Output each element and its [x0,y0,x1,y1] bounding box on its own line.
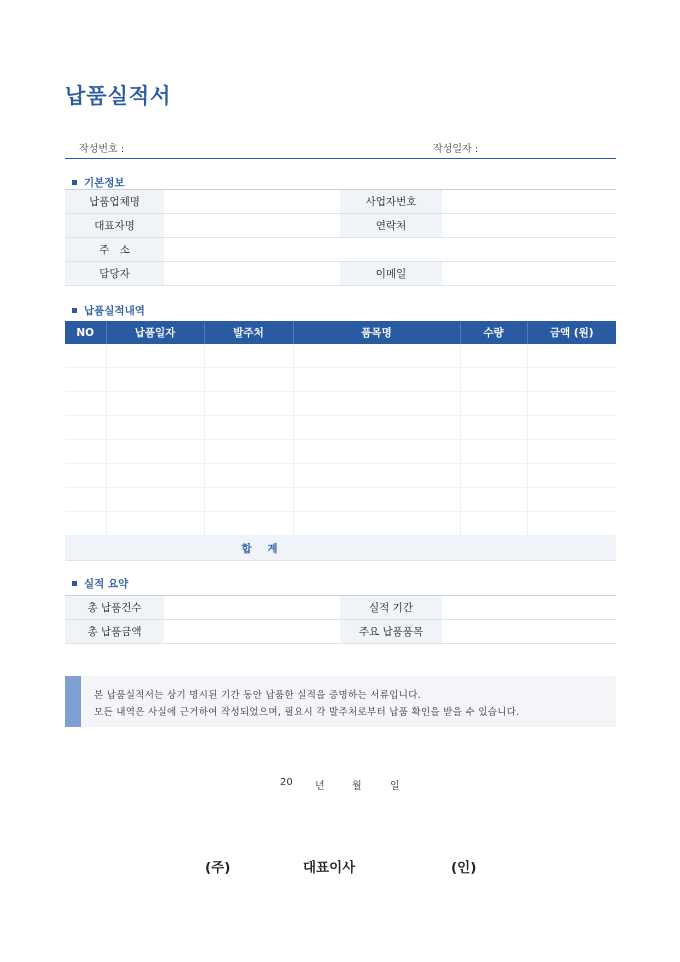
column-header-quantity: 수량 [460,321,527,344]
table-cell[interactable] [460,368,527,392]
notice-line-1: 본 납품실적서는 상기 명시된 기간 동안 납품한 실적을 증명하는 서류입니다. [94,690,421,701]
email-field[interactable] [442,262,616,286]
table-cell[interactable] [204,512,293,536]
table-row [65,512,616,536]
table-cell[interactable] [527,416,616,440]
address-label: 주 소 [65,238,164,262]
column-header-no: NO [65,321,106,344]
table-cell[interactable] [460,464,527,488]
table-cell[interactable] [527,488,616,512]
main-items-label: 주요 납품품목 [340,620,442,644]
notice-line-2: 모든 내역은 사실에 근거하여 작성되었으며, 필요시 각 발주처로부터 납품 확인을 받을 수 있습니다. [94,707,520,718]
table-row [65,620,616,644]
date-day-unit: 일 [390,781,400,792]
table-cell[interactable] [204,368,293,392]
square-bullet-icon [72,180,77,185]
table-cell[interactable] [293,392,460,416]
seal-mark: (인) [451,860,477,876]
table-cell[interactable] [527,512,616,536]
ceo-name-label: 대표자명 [65,214,164,238]
table-cell[interactable] [65,416,106,440]
column-header-client: 발주처 [204,321,293,344]
contact-field[interactable] [442,214,616,238]
company-type: (주) [205,860,231,876]
table-cell[interactable] [527,440,616,464]
section-heading-label: 납품실적내역 [84,305,145,317]
table-cell[interactable] [204,464,293,488]
page-title: 납품실적서 [65,84,172,108]
square-bullet-icon [72,581,77,586]
section-heading-performance [72,303,145,318]
column-header-item: 품목명 [293,321,460,344]
total-row [65,536,616,561]
ceo-title: 대표이사 [303,860,356,876]
manager-field[interactable] [164,262,340,286]
date-year: 20 [280,777,293,788]
column-header-amount: 금액 (원) [527,321,616,344]
table-cell[interactable] [65,488,106,512]
total-amount-label: 총 납품금액 [65,620,164,644]
table-cell[interactable] [65,440,106,464]
total-amount-field[interactable] [164,620,340,644]
table-cell[interactable] [527,368,616,392]
table-cell[interactable] [204,344,293,368]
table-cell[interactable] [106,368,204,392]
table-cell[interactable] [204,440,293,464]
table-cell[interactable] [106,392,204,416]
section-heading-label: 기본정보 [84,177,125,189]
manager-label: 담당자 [65,262,164,286]
section-heading-label: 실적 요약 [84,578,129,590]
table-header-row [65,321,616,344]
table-cell[interactable] [527,392,616,416]
table-cell[interactable] [65,464,106,488]
table-row [65,440,616,464]
contact-label: 연락처 [340,214,442,238]
date-month-unit: 월 [352,781,362,792]
total-count-label: 총 납품건수 [65,596,164,620]
section-heading-basic-info [72,175,125,190]
table-cell[interactable] [527,464,616,488]
notice-box [65,676,616,727]
table-row [65,190,616,214]
table-cell[interactable] [106,488,204,512]
column-header-date: 납품일자 [106,321,204,344]
table-cell[interactable] [65,344,106,368]
performance-table [65,321,616,561]
basic-info-table [65,189,616,286]
business-number-label: 사업자번호 [340,190,442,214]
table-cell[interactable] [293,440,460,464]
business-number-field[interactable] [442,190,616,214]
ceo-name-field[interactable] [164,214,340,238]
table-cell[interactable] [460,440,527,464]
table-cell[interactable] [293,416,460,440]
total-label: 합 계 [65,536,460,561]
table-row [65,488,616,512]
table-cell[interactable] [106,464,204,488]
table-cell[interactable] [106,344,204,368]
table-cell[interactable] [204,488,293,512]
doc-number-label: 작성번호 : [79,144,125,155]
table-cell[interactable] [293,344,460,368]
table-cell[interactable] [527,344,616,368]
table-row [65,368,616,392]
section-heading-summary [72,576,128,591]
total-count-field[interactable] [164,596,340,620]
table-cell[interactable] [293,512,460,536]
table-cell[interactable] [106,512,204,536]
table-cell[interactable] [460,512,527,536]
table-cell[interactable] [293,368,460,392]
notice-accent-bar [65,676,81,727]
table-cell[interactable] [293,488,460,512]
main-items-field[interactable] [442,620,616,644]
table-cell[interactable] [204,416,293,440]
email-label: 이메일 [340,262,442,286]
doc-meta-row [65,138,616,159]
address-field[interactable] [164,238,616,262]
period-label: 실적 기간 [340,596,442,620]
table-row [65,214,616,238]
date-year-unit: 년 [315,781,325,792]
table-cell[interactable] [293,464,460,488]
table-cell[interactable] [65,512,106,536]
table-row [65,344,616,368]
table-row [65,238,616,262]
table-row [65,262,616,286]
table-cell[interactable] [204,392,293,416]
summary-table [65,595,616,644]
total-quantity-cell [460,536,527,561]
doc-date-label: 작성일자 : [433,144,479,155]
table-cell[interactable] [460,344,527,368]
table-cell[interactable] [460,488,527,512]
table-cell[interactable] [106,440,204,464]
table-cell[interactable] [65,368,106,392]
table-row [65,596,616,620]
square-bullet-icon [72,308,77,313]
table-cell[interactable] [106,416,204,440]
table-row [65,464,616,488]
company-name-field[interactable] [164,190,340,214]
period-field[interactable] [442,596,616,620]
total-amount-cell [527,536,616,561]
table-cell[interactable] [65,392,106,416]
table-row [65,416,616,440]
table-cell[interactable] [460,392,527,416]
table-cell[interactable] [460,416,527,440]
company-name-label: 납품업체명 [65,190,164,214]
table-row [65,392,616,416]
